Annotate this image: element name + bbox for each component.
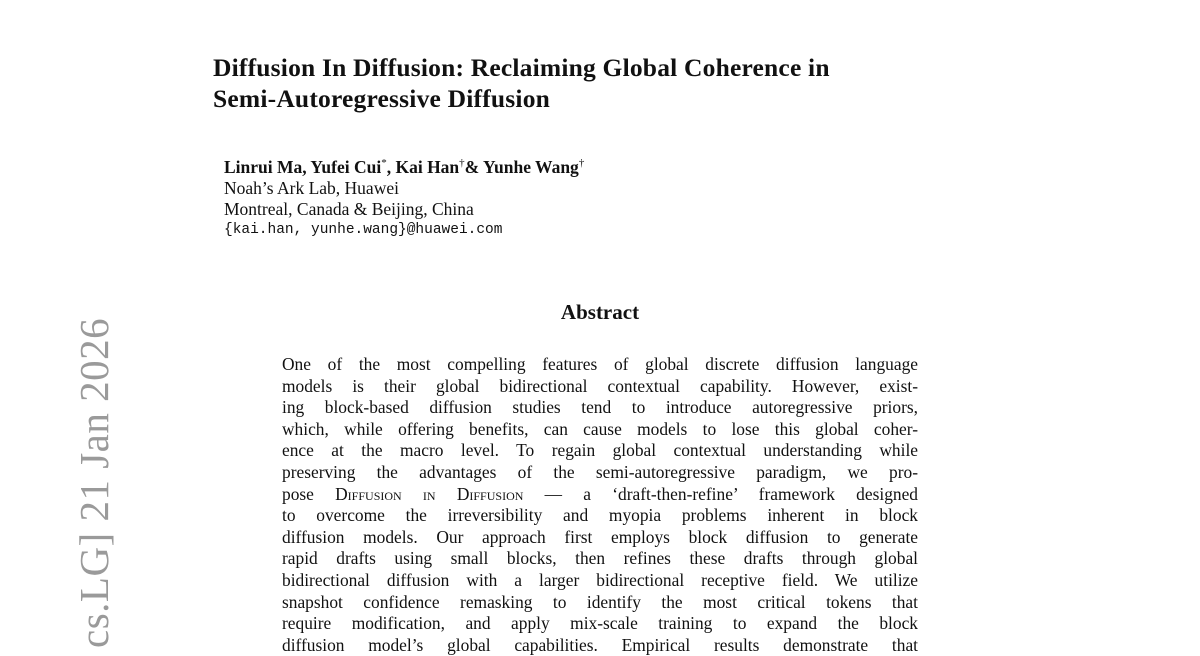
abstract-line-method [282,484,918,506]
author-4-mark: † [578,157,585,169]
paper-title [213,52,1013,114]
author-3: Kai Han [395,157,460,177]
author-1: Linrui Ma, [224,157,311,177]
method-prefix: pose [282,483,336,504]
abstract-line: ence at the macro level. To regain global contextual understanding while [282,440,918,461]
author-2-mark: * [381,157,387,169]
method-name: Diffusion in Diffusion [335,483,524,504]
author-location: Montreal, Canada & Beijing, China [224,199,474,219]
abstract-line: to overcome the irreversibility and myopia problems inherent in block [282,505,918,526]
abstract-line: which, while offering benefits, can cause models to lose this global coher- [282,418,918,439]
abstract-line: bidirectional diffusion with a larger bidirectional receptive field. We utilize [282,569,918,590]
title-line-1: Diffusion In Diffusion: Reclaiming Global Coherence in [213,53,830,82]
title-line-2: Semi-Autoregressive Diffusion [213,84,551,113]
author-4: & Yunhe Wang [464,157,579,177]
abstract-line: require modification, and apply mix-scale training to expand the block [282,613,918,634]
author-block [224,157,584,241]
arxiv-identifier-stamp: cs.LG] 21 Jan 2026 [71,317,117,648]
abstract-line: diffusion models. Our approach first employs block diffusion to generate [282,526,918,547]
abstract-line: models is their global bidirectional contextual capability. However, exist- [282,375,918,396]
author-names [224,157,584,178]
author-affiliation: Noah’s Ark Lab, Huawei [224,178,399,198]
abstract-line: diffusion model’s global capabilities. Empirical results demonstrate that [282,634,918,655]
abstract-heading: Abstract [560,300,640,324]
abstract-line: preserving the advantages of the semi-autoregressive paradigm, we pro- [282,461,918,482]
abstract-line: snapshot confidence remasking to identify the most critical tokens that [282,591,918,612]
abstract-line: One of the most compelling features of global discrete diffusion language [282,354,918,374]
abstract-line: rapid drafts using small blocks, then refines these drafts through global [282,548,918,569]
abstract-body [282,354,918,656]
method-suffix: — a ‘draft-then-refine’ framework designed [523,483,918,504]
author-separator: , [386,157,396,177]
author-3-mark: † [459,157,465,169]
author-2: Yufei Cui [310,157,382,177]
abstract-line: ing block-based diffusion studies tend to introduce autoregressive priors, [282,397,918,418]
author-email: {kai.han, yunhe.wang}@huawei.com [224,222,503,238]
